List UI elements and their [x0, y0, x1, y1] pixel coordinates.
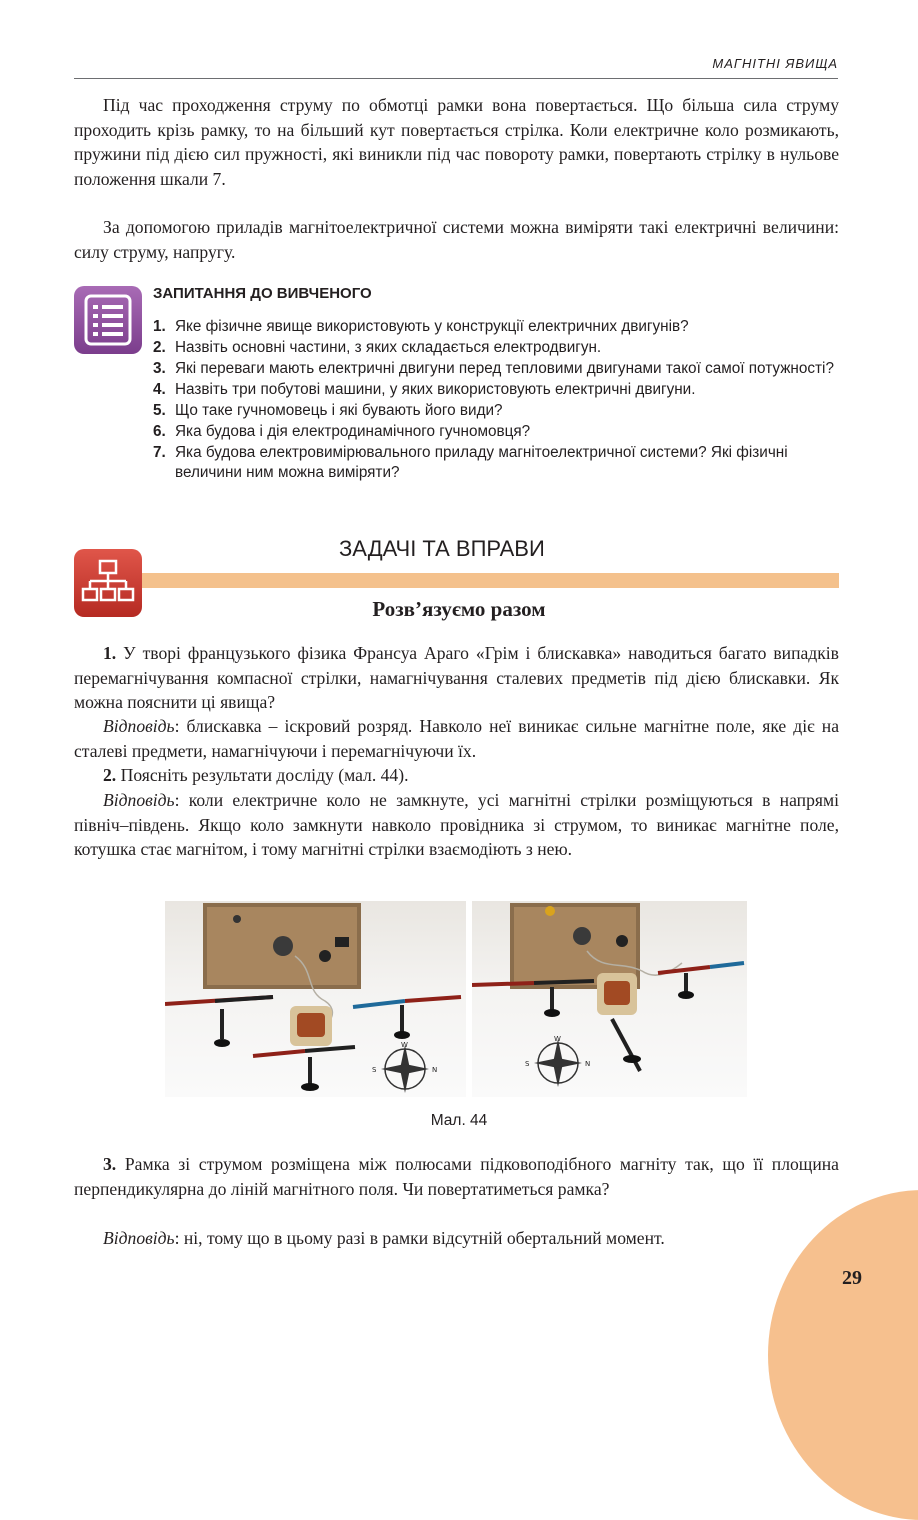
svg-text:N: N [585, 1060, 591, 1068]
list-item: 6. Яка будова і дія електродинамічного гучномовця? [153, 423, 531, 440]
running-header: МАГНІТНІ ЯВИЩА [712, 56, 838, 71]
subsection-title: Розв’язуємо разом [372, 597, 546, 621]
task-1: 1. У творі французького фізика Франсуа Араго «Грім і блискавка» наводиться багато випадків перемагнічування компасної стрілки, намагнічування сталевих предметів під дією блискавки. Як можна пояснити ці явища? [74, 643, 839, 713]
list-item: 4. Назвіть три побутові машини, у яких використовують електричні двигуни. [153, 381, 696, 398]
header-rule [74, 78, 838, 79]
experiment-photo-closed-circuit [472, 901, 747, 1097]
experiment-photo-open-circuit [165, 901, 466, 1097]
list-item: 3. Які переваги мають електричні двигуни перед тепловими двигунами такої самої потужності? [153, 360, 834, 377]
svg-text:N: N [432, 1066, 438, 1074]
svg-text:S: S [525, 1060, 530, 1068]
task-3: 3. Рамка зі струмом розміщена між полюсами підковоподібного магніту так, що її площина перпендикулярна до ліній магнітного поля. Чи повертатиметься рамка? [74, 1154, 839, 1199]
checklist-icon [74, 286, 142, 354]
questions-list [153, 317, 843, 484]
figure-caption: Мал. 44 [430, 1112, 488, 1129]
page-number: 29 [842, 1267, 862, 1289]
section-title: ЗАДАЧІ ТА ВПРАВИ [339, 536, 545, 561]
section-accent-bar [140, 573, 839, 588]
intro-paragraph-2: За допомогою приладів магнітоелектричної системи можна виміряти такі електричні величини: силу струму, напругу. [74, 217, 839, 262]
task-3-answer: Відповідь: ні, тому що в цьому разі в рамки відсутній обертальний момент. [103, 1228, 665, 1248]
svg-text:S: S [372, 1066, 377, 1074]
svg-text:W: W [554, 1035, 561, 1043]
task-2-answer: Відповідь: коли електричне коло не замкнуте, усі магнітні стрілки розміщуються в напрямі північ–південь. Якщо коло замкнути навколо провідника зі струмом, то виникає магнітне поле, котушка стає магнітом, і тому магнітні стрілки взаємодіють з нею. [74, 790, 839, 860]
list-item: 5. Що таке гучномовець і які бувають його види? [153, 402, 503, 419]
questions-title: ЗАПИТАННЯ ДО ВИВЧЕНОГО [153, 285, 372, 302]
intro-paragraph-1: Під час проходження струму по обмотці рамки вона повертається. Що більша сила струму проходить крізь рамку, то на більший кут повертається стрілка. Коли електричне коло розмикають, пружини під дією сил пружності, які виникли під час повороту рамки, повертають стрілку в нульове положення шкали 7. [74, 95, 839, 189]
list-item: 1. Яке фізичне явище використовують у конструкції електричних двигунів? [153, 318, 689, 335]
task-1-answer: Відповідь: блискавка – іскровий розряд. Навколо неї виникає сильне магнітне поле, яке діє на сталеві предмети, намагнічуючи і перемагнічуючи їх. [74, 716, 839, 761]
task-2: 2. Поясніть результати досліду (мал. 44). [103, 765, 409, 785]
list-item: 2. Назвіть основні частини, з яких складається електродвигун. [153, 339, 602, 356]
svg-text:W: W [401, 1041, 408, 1049]
list-item: 7. Яка будова електровимірювального приладу магнітоелектричної системи? Які фізичні величини ним можна виміряти? [153, 444, 788, 481]
